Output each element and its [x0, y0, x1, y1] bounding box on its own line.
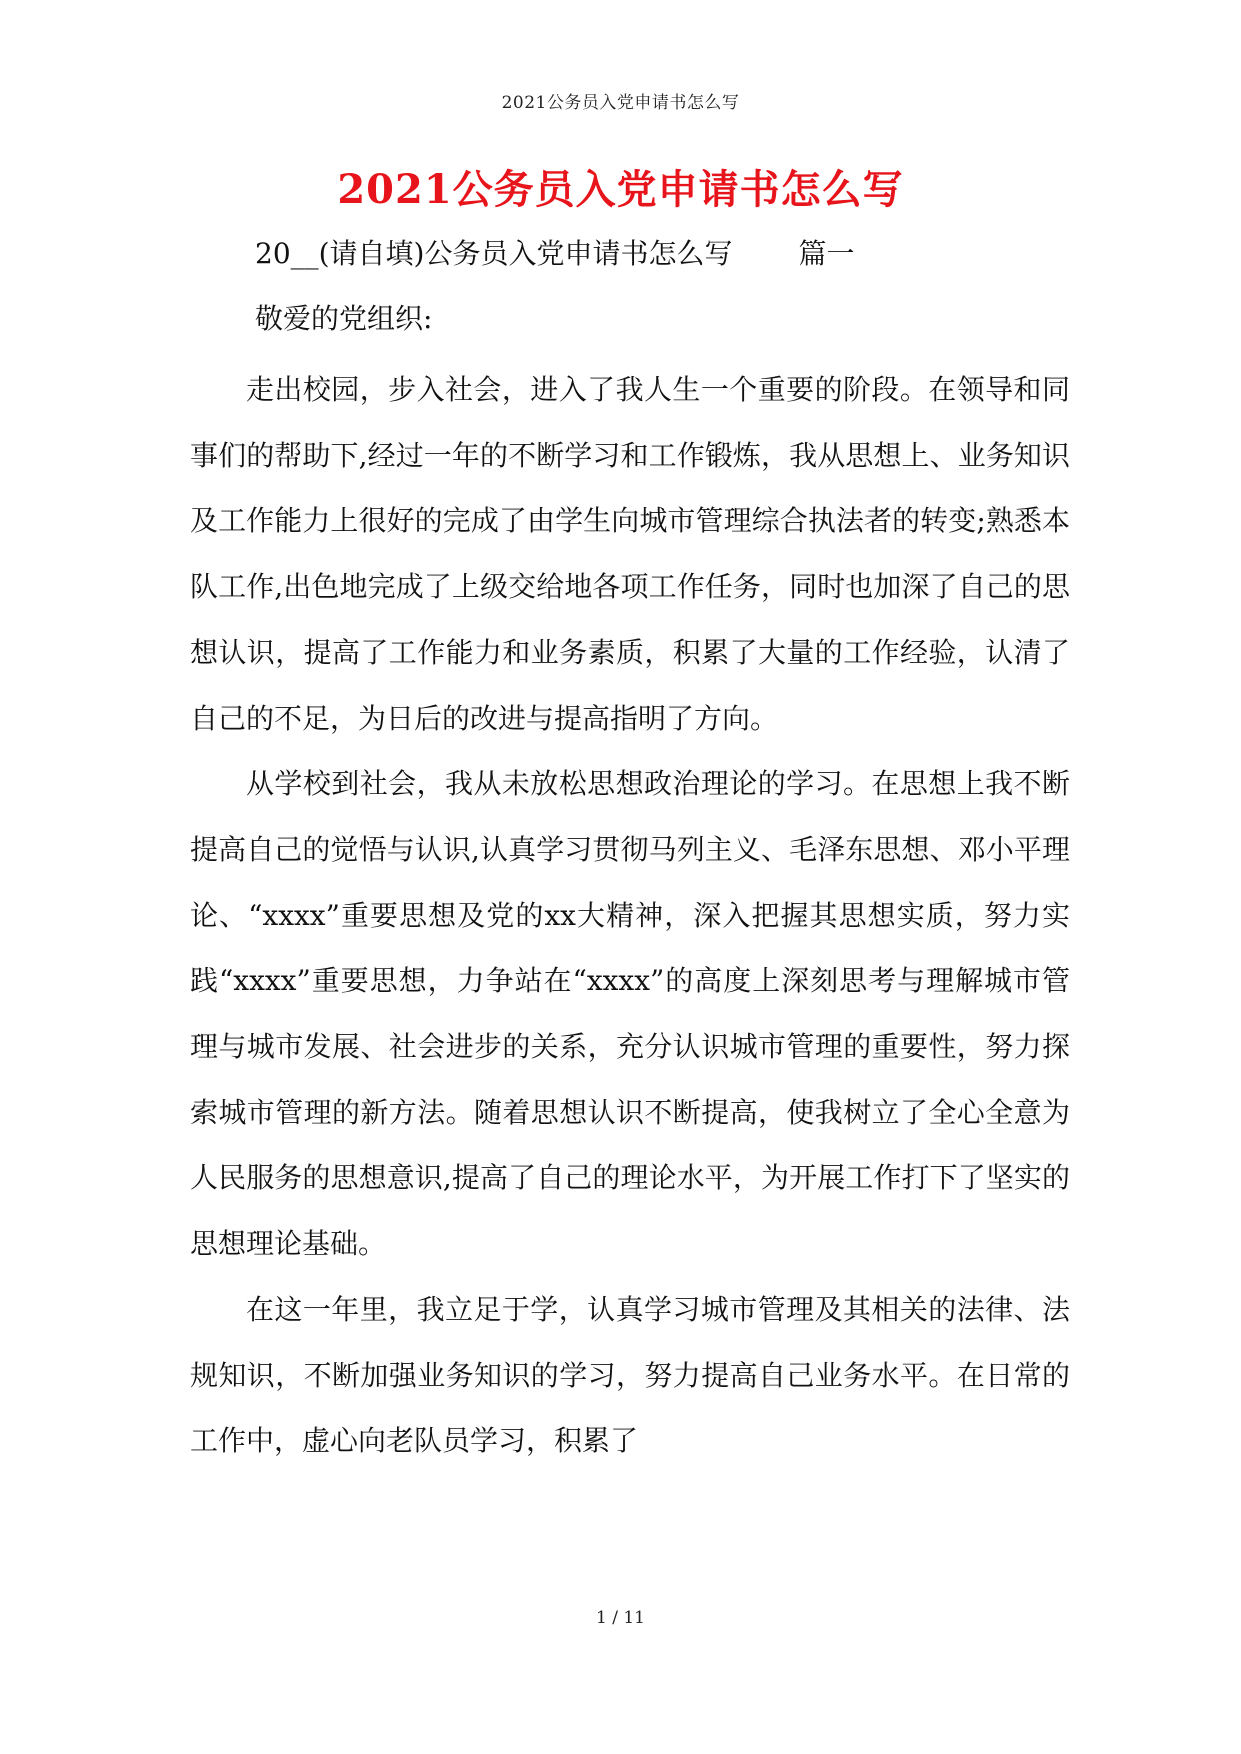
running-header: 2021公务员入党申请书怎么写 [501, 93, 740, 113]
page-number: 1 / 11 [596, 1608, 645, 1628]
paragraph-1: 走出校园，步入社会，进入了我人生一个重要的阶段。在领导和同事们的帮助下,经过一年的不断学习和工作锻炼，我从思想上、业务知识及工作能力上很好的完成了由学生向城市管理综合执法者的转变;熟悉本队工作,出色地完成了上级交给地各项工作任务，同时也加深了自己的思想认识，提高了工作能力和业务素质，积累了大量的工作经验，认清了自己的不足，为日后的改进与提高指明了方向。 [190, 373, 1070, 735]
document-title: 2021公务员入党申请书怎么写 [337, 166, 904, 213]
section-number: 篇一 [798, 237, 855, 270]
section-heading [255, 232, 1055, 276]
body-text [190, 357, 1070, 1474]
salutation: 敬爱的党组织: [255, 302, 433, 335]
paragraph-3: 在这一年里，我立足于学，认真学习城市管理及其相关的法律、法规知识，不断加强业务知识的学习，努力提高自己业务水平。在日常的工作中，虚心向老队员学习，积累了 [190, 1292, 1070, 1458]
section-heading-text: 20__(请自填)公务员入党申请书怎么写 [255, 237, 733, 270]
paragraph-2: 从学校到社会，我从未放松思想政治理论的学习。在思想上我不断提高自己的觉悟与认识,认真学习贯彻马列主义、毛泽东思想、邓小平理论、“xxxx”重要思想及党的xx大精神，深入把握其思想实质，努力实践“xxxx”重要思想，力争站在“xxxx”的高度上深刻思考与理解城市管理与城市发展、社会进步的关系，充分认识城市管理的重要性，努力探索城市管理的新方法。随着思想认识不断提高，使我树立了全心全意为人民服务的思想意识,提高了自己的理论水平，为开展工作打下了坚实的思想理论基础。 [190, 767, 1070, 1261]
